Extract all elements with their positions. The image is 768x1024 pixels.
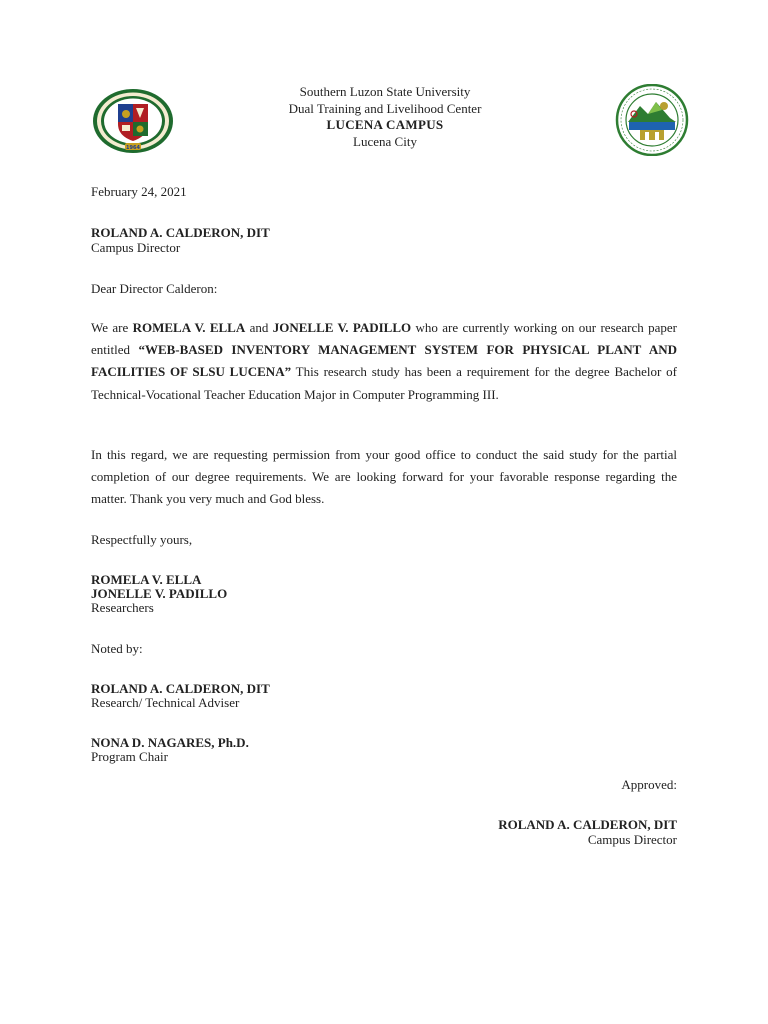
university-name: Southern Luzon State University: [299, 84, 471, 99]
noted-by-label: Noted by:: [91, 641, 143, 656]
p1-research-title: “WEB-BASED INVENTORY MANAGEMENT SYSTEM FOR PHYSICAL PLANT AND FACILITIES OF SLSU LUCENA”: [91, 342, 677, 380]
p1-researcher-1: ROMELA V. ELLA: [132, 320, 246, 335]
letterhead: [230, 84, 540, 150]
university-seal-icon: [92, 88, 174, 154]
recipient-name: ROLAND A. CALDERON, DIT: [91, 225, 270, 240]
letter-date: February 24, 2021: [91, 184, 187, 199]
city-name: Lucena City: [353, 133, 417, 149]
researchers-label: Researchers: [91, 600, 154, 615]
approver-name: ROLAND A. CALDERON, DIT: [498, 817, 677, 832]
p1-text-2: and: [245, 320, 273, 335]
adviser-name: ROLAND A. CALDERON, DIT: [91, 681, 270, 696]
salutation: Dear Director Calderon:: [91, 281, 218, 296]
body-paragraph-1: [91, 317, 677, 406]
p1-text-4: This research study has been a requirement for the degree Bachelor of Technical-Vocational Teacher Education Major in Computer Programming III.: [91, 364, 678, 402]
recipient-title: Campus Director: [91, 240, 181, 255]
body-paragraph-2: In this regard, we are requesting permission from your good office to conduct the said study for the partial completion of our degree requirements. We are looking forward for your favorable response regarding the matter. Thank you very much and God bless.: [91, 447, 677, 507]
svg-text:1964: 1964: [126, 145, 140, 151]
approver-title: Campus Director: [587, 832, 677, 847]
researcher-2-name: JONELLE V. PADILLO: [91, 586, 228, 601]
campus-seal-icon: [612, 84, 692, 156]
center-name: Dual Training and Livelihood Center: [288, 100, 482, 116]
p1-text-3: who are currently working on our research paper entitled: [91, 320, 678, 358]
closing: Respectfully yours,: [91, 532, 193, 547]
adviser-title: Research/ Technical Adviser: [91, 695, 240, 710]
p1-researcher-2: JONELLE V. PADILLO: [272, 320, 412, 335]
approved-label: Approved:: [621, 777, 677, 792]
campus-name: LUCENA CAMPUS: [326, 117, 444, 132]
chair-name: NONA D. NAGARES, Ph.D.: [91, 735, 249, 750]
chair-title: Program Chair: [91, 749, 168, 764]
researcher-1-name: ROMELA V. ELLA: [91, 572, 202, 587]
p1-text-1: We are: [91, 320, 133, 335]
